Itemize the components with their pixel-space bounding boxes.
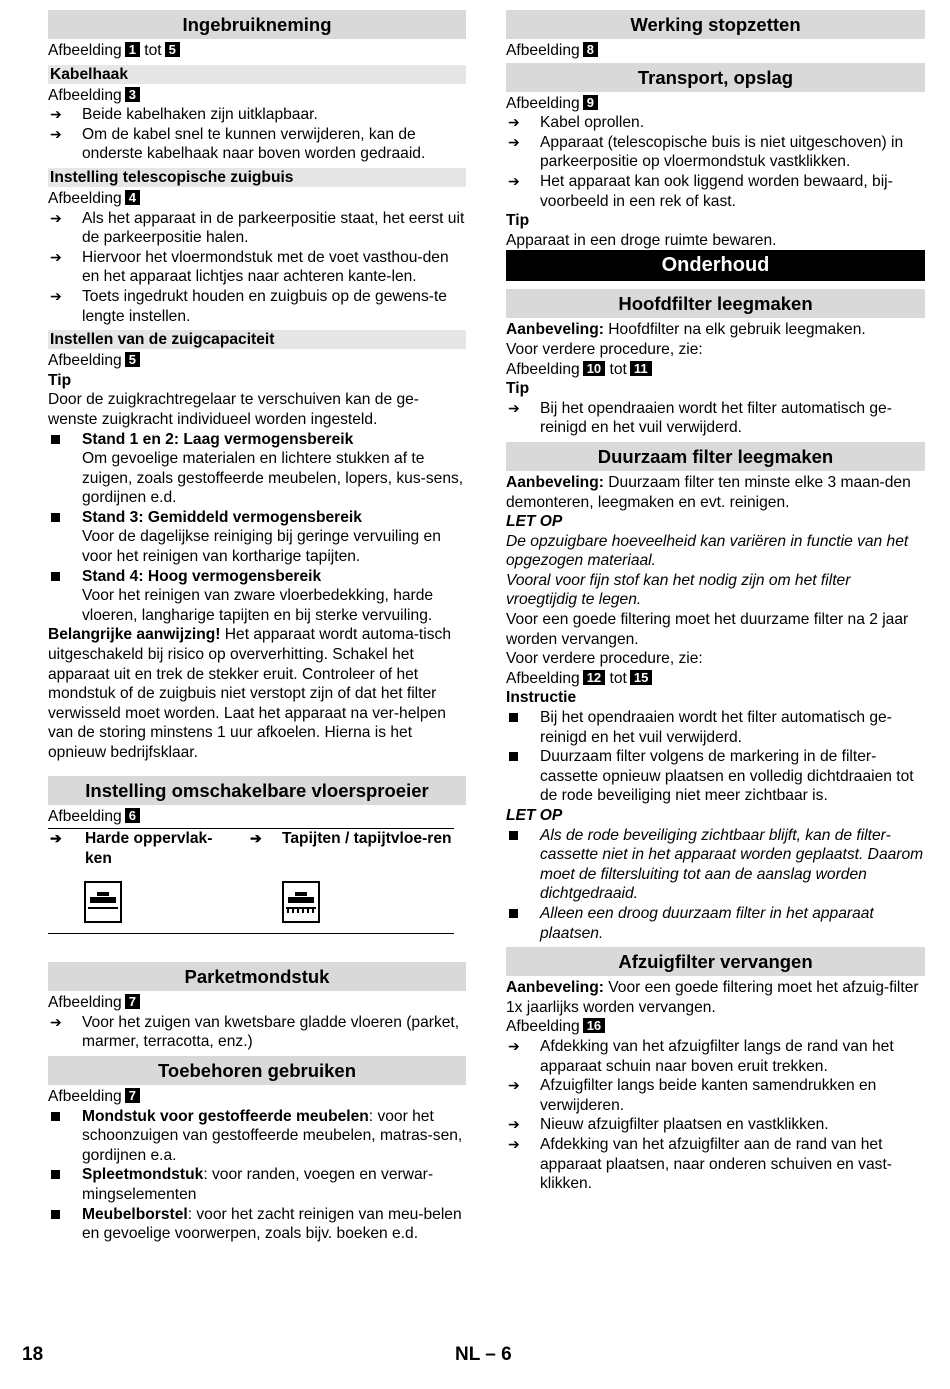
arrow-icon: ➔ bbox=[508, 133, 520, 150]
option-hard-floors bbox=[48, 829, 238, 868]
figure-number: 5 bbox=[125, 352, 140, 367]
section-title-parket: Parketmondstuk bbox=[48, 962, 466, 991]
arrow-icon: ➔ bbox=[508, 1037, 520, 1054]
recommendation-label: Aanbeveling: bbox=[506, 979, 604, 997]
recommendation bbox=[506, 473, 925, 512]
section-title-afzuigfilter: Afzuigfilter vervangen bbox=[506, 947, 925, 976]
instruction-item bbox=[506, 747, 925, 806]
figure-reference bbox=[48, 86, 466, 106]
level-title: Stand 4: Hoog vermogensbereik bbox=[82, 567, 322, 585]
step-text: Hiervoor het vloermondstuk met de voet vasthou-den en het apparaat lichtjes naar achteren kante-len. bbox=[82, 248, 449, 286]
instruction-text: Bij het opendraaien wordt het filter automatisch ge-reinigd en het vuil verwijderd. bbox=[540, 709, 892, 746]
step-text: Als het apparaat in de parkeerpositie staat, het eerst uit de parkeerpositie halen. bbox=[82, 209, 465, 247]
step-text: Het apparaat kan ook liggend worden bewaard, bij-voorbeeld in een rek of kast. bbox=[540, 172, 893, 210]
bullet-square-icon bbox=[509, 713, 518, 722]
page-number: 18 bbox=[22, 1344, 44, 1365]
chapter-title-onderhoud: Onderhoud bbox=[506, 250, 925, 281]
figure-number: 15 bbox=[630, 670, 652, 685]
figure-reference bbox=[506, 41, 925, 61]
note-text: Het apparaat wordt automa-tisch uitgeschakeld bij risico op oververhitting. Schakel het apparaat uit en trek de stekker eruit. Controleer of het mondstuk of de zuigbuis niet verstopt zijn of dat het filter verwisseld moet worden. Laat het apparaat na ver-helpen van de storing minstens 1 uur afkoelen. Hierna is het opnieuw bedrijfsklaar. bbox=[48, 626, 451, 761]
step-text: Om de kabel snel te kunnen verwijderen, kan de onderste kabelhaak naar boven worden gedraaid. bbox=[82, 125, 426, 163]
subsection-title-zuigcapaciteit: Instellen van de zuigcapaciteit bbox=[48, 330, 466, 349]
floor-nozzle-options bbox=[48, 828, 454, 934]
option-carpet bbox=[248, 829, 454, 849]
step-item bbox=[48, 1013, 466, 1052]
step-text: Beide kabelhaken zijn uitklapbaar. bbox=[82, 106, 318, 124]
step-text: Afdekking van het afzuigfilter aan de rand van het apparaat plaatsen, naar onderen schuiven en vast-klikken. bbox=[540, 1135, 892, 1193]
step-item bbox=[48, 248, 466, 287]
step-item bbox=[48, 287, 466, 326]
carpet-icon bbox=[282, 881, 320, 923]
important-note bbox=[48, 625, 466, 762]
section-title-stopzetten: Werking stopzetten bbox=[506, 10, 925, 39]
arrow-icon: ➔ bbox=[508, 1077, 520, 1094]
figure-number: 4 bbox=[125, 190, 140, 205]
figure-number: 9 bbox=[583, 95, 598, 110]
figure-reference bbox=[506, 1017, 925, 1037]
accessory-name: Meubelborstel bbox=[82, 1205, 188, 1223]
instruction-item bbox=[506, 708, 925, 747]
level-title: Stand 3: Gemiddeld vermogensbereik bbox=[82, 508, 362, 526]
bullet-square-icon bbox=[51, 513, 60, 522]
left-column bbox=[48, 10, 466, 1244]
step-text: Afzuigfilter langs beide kanten samendrukken en verwijderen. bbox=[540, 1077, 877, 1114]
recommendation-text: Hoofdfilter na elk gebruik leegmaken. bbox=[603, 321, 866, 339]
level-item bbox=[48, 430, 466, 508]
figure-number: 8 bbox=[583, 42, 598, 57]
tip-label: Tip bbox=[48, 371, 72, 389]
step-text: Bij het opendraaien wordt het filter automatisch ge-reinigd en het vuil verwijderd. bbox=[540, 399, 892, 437]
accessory-text: : voor het zacht reinigen van meu-belen en gevoelige voorwerpen, zoals bijv. boeken e.d. bbox=[82, 1205, 462, 1243]
figure-reference bbox=[48, 41, 466, 61]
step-item bbox=[48, 105, 466, 125]
option-text bbox=[48, 829, 238, 868]
section-title-vloersproeier: Instelling omschakelbare vloersproeier bbox=[48, 776, 466, 805]
step-text: Voor het zuigen van kwetsbare gladde vloeren (parket, marmer, terracotta, enz.) bbox=[82, 1013, 460, 1051]
step-item bbox=[506, 1076, 925, 1115]
figure-number: 10 bbox=[583, 361, 605, 376]
step-text: Afdekking van het afzuigfilter langs de rand van het apparaat schuin naar boven eruit trekken. bbox=[540, 1037, 894, 1075]
figure-reference bbox=[48, 1087, 466, 1107]
level-item bbox=[48, 567, 466, 626]
level-text: Voor het reinigen van zware vloerbedekking, harde vloeren, langharige tapijten en bij sterke vervuiling. bbox=[82, 587, 434, 624]
paragraph: Voor een goede filtering moet het duurzame filter na 2 jaar worden vervangen. bbox=[506, 611, 909, 648]
section-title-toebehoren: Toebehoren gebruiken bbox=[48, 1056, 466, 1085]
warning-text: Alleen een droog duurzaam filter in het apparaat plaatsen. bbox=[540, 904, 874, 942]
accessory-item bbox=[48, 1107, 466, 1166]
range-word: tot bbox=[609, 360, 627, 378]
figure-label: Afbeelding bbox=[48, 807, 122, 825]
figure-label: Afbeelding bbox=[48, 1087, 122, 1105]
figure-number: 5 bbox=[165, 42, 180, 57]
step-item bbox=[506, 1115, 925, 1135]
figure-label: Afbeelding bbox=[506, 1018, 580, 1036]
warning-text: Als de rode beveiliging zichtbaar blijft, kan de filter-cassette niet in het apparaat worden geplaatst. Daarom moet de filtersluiting tot aan de aanslag worden dichtgedraaid. bbox=[540, 826, 924, 903]
level-item bbox=[48, 508, 466, 567]
recommendation-label: Aanbeveling: bbox=[506, 473, 604, 491]
figure-number: 12 bbox=[583, 670, 605, 685]
arrow-icon: ➔ bbox=[50, 106, 62, 123]
subsection-title-telescopisch: Instelling telescopische zuigbuis bbox=[48, 168, 466, 187]
accessory-item bbox=[48, 1165, 466, 1204]
step-item bbox=[506, 1037, 925, 1076]
arrow-icon: ➔ bbox=[508, 172, 520, 189]
arrow-icon: ➔ bbox=[50, 125, 62, 142]
level-title: Stand 1 en 2: Laag vermogensbereik bbox=[82, 430, 354, 448]
instruction-label: Instructie bbox=[506, 689, 577, 707]
range-word: tot bbox=[609, 669, 627, 687]
step-item bbox=[506, 133, 925, 172]
tip-label: Tip bbox=[506, 212, 530, 230]
warning-item bbox=[506, 904, 925, 943]
option-text bbox=[248, 829, 454, 849]
step-item bbox=[48, 125, 466, 164]
attention-text: Vooral voor fijn stof kan het nodig zijn om het filter vroegtijdig te legen. bbox=[506, 571, 851, 609]
step-item bbox=[506, 1135, 925, 1194]
accessory-item bbox=[48, 1205, 466, 1244]
figure-reference bbox=[48, 993, 466, 1013]
figure-reference bbox=[48, 351, 466, 371]
figure-number: 6 bbox=[125, 808, 140, 823]
arrow-icon: ➔ bbox=[508, 114, 520, 131]
step-item bbox=[506, 113, 925, 133]
arrow-icon: ➔ bbox=[508, 1116, 520, 1133]
figure-label: Afbeelding bbox=[48, 994, 122, 1012]
section-title-transport: Transport, opslag bbox=[506, 63, 925, 92]
figure-label: Afbeelding bbox=[506, 42, 580, 59]
tip-label: Tip bbox=[506, 380, 530, 398]
figure-reference bbox=[506, 360, 925, 380]
figure-label: Afbeelding bbox=[48, 189, 122, 207]
recommendation-label: Aanbeveling: bbox=[506, 321, 604, 339]
figure-number: 7 bbox=[125, 1088, 140, 1103]
level-text: Voor de dagelijkse reiniging bij geringe vervuiling en voor het reinigen van kortharige tapijten. bbox=[82, 528, 441, 566]
bullet-square-icon bbox=[51, 435, 60, 444]
procedure-text: Voor verdere procedure, zie: bbox=[506, 340, 703, 358]
bullet-square-icon bbox=[509, 831, 518, 840]
accessory-text: : voor randen, voegen en verwar-mingselementen bbox=[82, 1166, 434, 1203]
figure-reference bbox=[48, 807, 466, 827]
step-text: Toets ingedrukt houden en zuigbuis op de gewens-te lengte instellen. bbox=[82, 287, 447, 325]
figure-label: Afbeelding bbox=[48, 42, 122, 59]
tip-text: Apparaat in een droge ruimte bewaren. bbox=[506, 231, 777, 249]
arrow-icon: ➔ bbox=[50, 1013, 62, 1030]
step-text: Apparaat (telescopische buis is niet uitgeschoven) in parkeerpositie op vloermondstuk vastklikken. bbox=[540, 133, 904, 171]
figure-reference bbox=[48, 189, 466, 209]
figure-reference bbox=[506, 669, 925, 689]
page-label: NL – 6 bbox=[455, 1344, 512, 1365]
bullet-square-icon bbox=[509, 909, 518, 918]
hard-floor-icon bbox=[84, 881, 122, 923]
subsection-title-kabelhaak: Kabelhaak bbox=[48, 65, 466, 84]
step-item bbox=[506, 399, 925, 438]
note-label: Belangrijke aanwijzing! bbox=[48, 626, 221, 644]
arrow-icon: ➔ bbox=[50, 209, 62, 226]
step-text: Nieuw afzuigfilter plaatsen en vastklikken. bbox=[540, 1116, 829, 1134]
step-item bbox=[506, 172, 925, 211]
bullet-square-icon bbox=[51, 1210, 60, 1219]
level-text: Om gevoelige materialen en lichtere stukken af te zuigen, zoals gestoffeerde meubelen, lopers, kus-sens, gordijnen e.d. bbox=[82, 450, 464, 507]
arrow-icon: ➔ bbox=[508, 1135, 520, 1152]
section-title-ingebruikneming: Ingebruikneming bbox=[48, 10, 466, 39]
right-column bbox=[506, 10, 925, 1194]
figure-label: Afbeelding bbox=[506, 94, 580, 112]
figure-label: Afbeelding bbox=[506, 360, 580, 378]
figure-number: 16 bbox=[583, 1018, 605, 1033]
figure-label: Afbeelding bbox=[48, 86, 122, 104]
option-label: Harde oppervlak-ken bbox=[85, 830, 213, 867]
option-label: Tapijten / tapijtvloe-ren bbox=[282, 830, 452, 848]
recommendation bbox=[506, 978, 925, 1017]
arrow-icon: ➔ bbox=[50, 830, 62, 847]
attention-text: De opzuigbare hoeveelheid kan variëren in functie van het opgezogen materiaal. bbox=[506, 532, 909, 570]
figure-label: Afbeelding bbox=[48, 352, 122, 370]
figure-label: Afbeelding bbox=[506, 669, 580, 687]
step-item bbox=[48, 209, 466, 248]
warning-item bbox=[506, 826, 925, 904]
accessory-text: : voor het schoonzuigen van gestoffeerde meubelen, matras-sen, gordijnen e.a. bbox=[82, 1107, 463, 1164]
step-text: Kabel oprollen. bbox=[540, 114, 645, 132]
range-word: tot bbox=[144, 42, 162, 59]
bullet-square-icon bbox=[51, 1170, 60, 1179]
bullet-square-icon bbox=[509, 752, 518, 761]
figure-number: 3 bbox=[125, 87, 140, 102]
tip-text: Door de zuigkrachtregelaar te verschuiven kan de ge-wenste zuigkracht individueel worden ingesteld. bbox=[48, 391, 419, 428]
arrow-icon: ➔ bbox=[50, 248, 62, 265]
attention-label: LET OP bbox=[506, 513, 563, 531]
arrow-icon: ➔ bbox=[50, 287, 62, 304]
arrow-icon: ➔ bbox=[508, 399, 520, 416]
bullet-square-icon bbox=[51, 1112, 60, 1121]
section-title-duurzaam: Duurzaam filter leegmaken bbox=[506, 442, 925, 471]
arrow-icon: ➔ bbox=[250, 830, 262, 847]
recommendation-text: Duurzaam filter ten minste elke 3 maan-den demonteren, leegmaken en evt. reinigen. bbox=[506, 473, 911, 511]
accessory-name: Spleetmondstuk bbox=[82, 1166, 204, 1184]
section-title-hoofdfilter: Hoofdfilter leegmaken bbox=[506, 289, 925, 318]
attention-label: LET OP bbox=[506, 807, 563, 824]
recommendation-text: Voor een goede filtering moet het afzuig-filter 1x jaarlijks worden vervangen. bbox=[506, 979, 919, 1016]
bullet-square-icon bbox=[51, 572, 60, 581]
procedure-text: Voor verdere procedure, zie: bbox=[506, 650, 703, 668]
accessory-name: Mondstuk voor gestoffeerde meubelen bbox=[82, 1107, 369, 1125]
figure-number: 7 bbox=[125, 994, 140, 1009]
figure-reference bbox=[506, 94, 925, 114]
recommendation bbox=[506, 320, 925, 340]
instruction-text: Duurzaam filter volgens de markering in de filter-cassette opnieuw plaatsen en volledig dichtdraaien tot de rode beveiliging niet meer zichtbaar is. bbox=[540, 748, 914, 805]
figure-number: 11 bbox=[630, 361, 652, 376]
figure-number: 1 bbox=[125, 42, 140, 57]
